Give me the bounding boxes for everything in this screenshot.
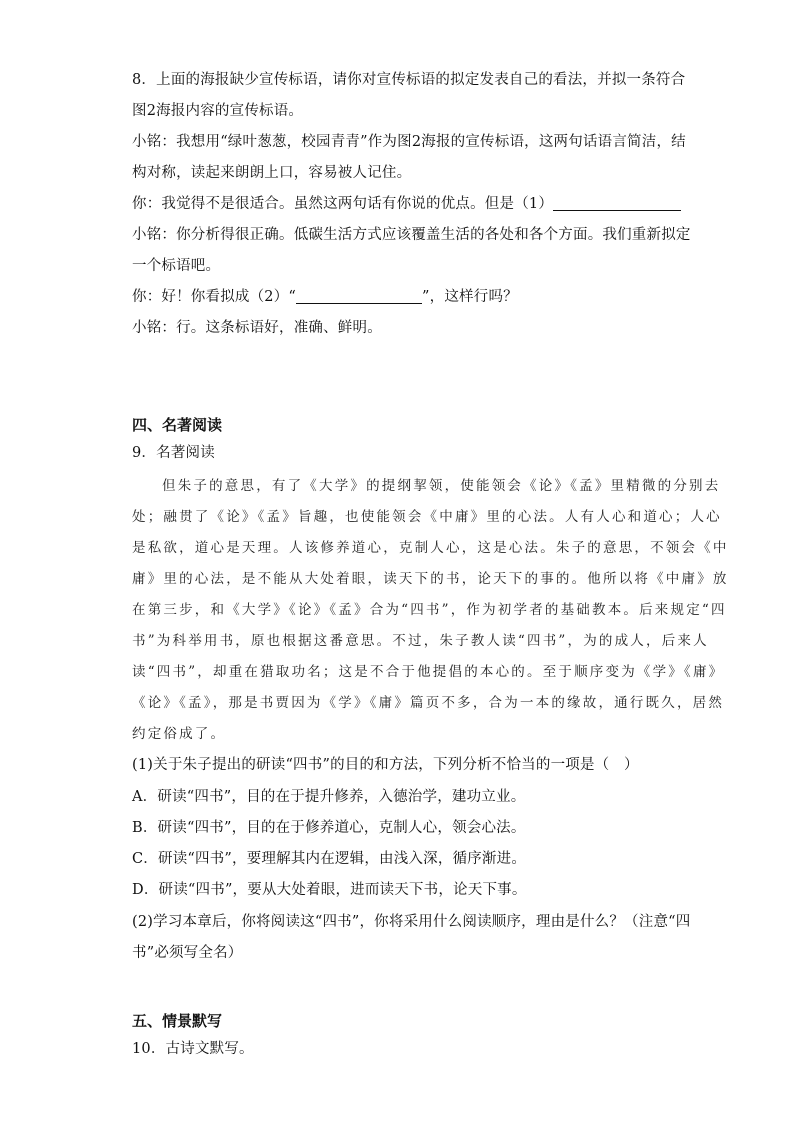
q10-title: 10．古诗文默写。 xyxy=(132,1041,254,1057)
q8-prompt-line-2: 图2海报内容的宣传标语。 xyxy=(132,103,304,119)
q8-dialogue-you-1-text: 你：我觉得不是很适合。虽然这两句话有你说的优点。但是（1） xyxy=(132,196,554,212)
q8-dialogue-you-2-pre: 你：好！你看拟成（2）“ xyxy=(132,289,297,305)
section-4-heading: 四、名著阅读 xyxy=(132,416,223,434)
option-a[interactable]: A．研读“四书”，目的在于提升修养，入德治学，建功立业。 xyxy=(132,789,526,805)
passage-line-1: 但朱子的意思，有了《大学》的提纲挈领，使能领会《论》《孟》里精微的分别去 xyxy=(162,478,721,494)
option-b[interactable]: B．研读“四书”，目的在于修养道心，克制人心，领会心法。 xyxy=(132,820,526,836)
q9-title: 9．名著阅读 xyxy=(132,445,215,461)
q8-dialogue-you-2-post: ”，这样行吗？ xyxy=(422,289,518,305)
q8-dialogue-xiaoming-2b: 一个标语吧。 xyxy=(132,258,221,274)
q9-sub2-prompt-line-2: 书”必须写全名） xyxy=(132,945,243,961)
passage-line-8: 《论》《孟》，那是书贾因为《学》《庸》篇页不多，合为一本的缘故，通行既久，居然 xyxy=(132,695,725,711)
q8-prompt-line-1: 8．上面的海报缺少宣传标语，请你对宣传标语的拟定发表自己的看法，并拟一条符合 xyxy=(132,72,686,88)
answer-blank-2[interactable] xyxy=(296,288,422,304)
section-5-heading: 五、情景默写 xyxy=(132,1012,223,1030)
q8-dialogue-xiaoming-2a: 小铭：你分析得很正确。低碳生活方式应该覆盖生活的各处和各个方面。我们重新拟定 xyxy=(132,227,691,243)
q8-dialogue-xiaoming-3: 小铭：行。这条标语好，准确、鲜明。 xyxy=(132,320,382,336)
passage-line-4: 庸》里的心法，是不能从大处着眼，读天下的书，论天下的事的。他所以将《中庸》放 xyxy=(132,571,729,587)
q9-sub1-prompt: (1)关于朱子提出的研读“四书”的目的和方法，下列分析不恰当的一项是（ ） xyxy=(132,757,639,773)
passage-line-2: 处；融贯了《论》《孟》旨趣，也使能领会《中庸》里的心法。人有人心和道心；人心 xyxy=(132,509,722,525)
passage-line-6: 书”为科举用书，原也根据这番意思。不过，朱子教人读“四书”，为的成人，后来人 xyxy=(132,633,709,649)
q8-dialogue-xiaoming-1a: 小铭：我想用“绿叶葱葱，校园青青”作为图2海报的宣传标语，这两句话语言简洁，结 xyxy=(132,134,686,150)
passage-line-9: 约定俗成了。 xyxy=(132,726,227,742)
passage-line-7: 读“四书”，却重在猎取功名；这是不合于他提倡的本心的。至于顺序变为《学》《庸》 xyxy=(132,664,725,680)
q8-dialogue-you-2 xyxy=(132,285,518,306)
answer-blank-1[interactable] xyxy=(553,195,681,211)
option-d[interactable]: D．研读“四书”，要从大处着眼，进而读天下书，论天下事。 xyxy=(132,882,527,898)
q9-sub2-prompt-line-1: (2)学习本章后，你将阅读这“四书”，你将采用什么阅读顺序，理由是什么？（注意“四 xyxy=(132,914,691,930)
passage-line-3: 是私欲，道心是天理。人该修养道心，克制人心，这是心法。朱子的意思，不领会《中 xyxy=(132,540,729,556)
passage-line-5: 在第三步，和《大学》《论》《孟》合为“四书”，作为初学者的基础教本。后来规定“四 xyxy=(132,602,727,618)
q8-dialogue-xiaoming-1b: 构对称，读起来朗朗上口，容易被人记住。 xyxy=(132,165,412,181)
option-c[interactable]: C．研读“四书”，要理解其内在逻辑，由浅入深，循序渐进。 xyxy=(132,851,527,867)
q8-dialogue-you-1 xyxy=(132,192,681,213)
